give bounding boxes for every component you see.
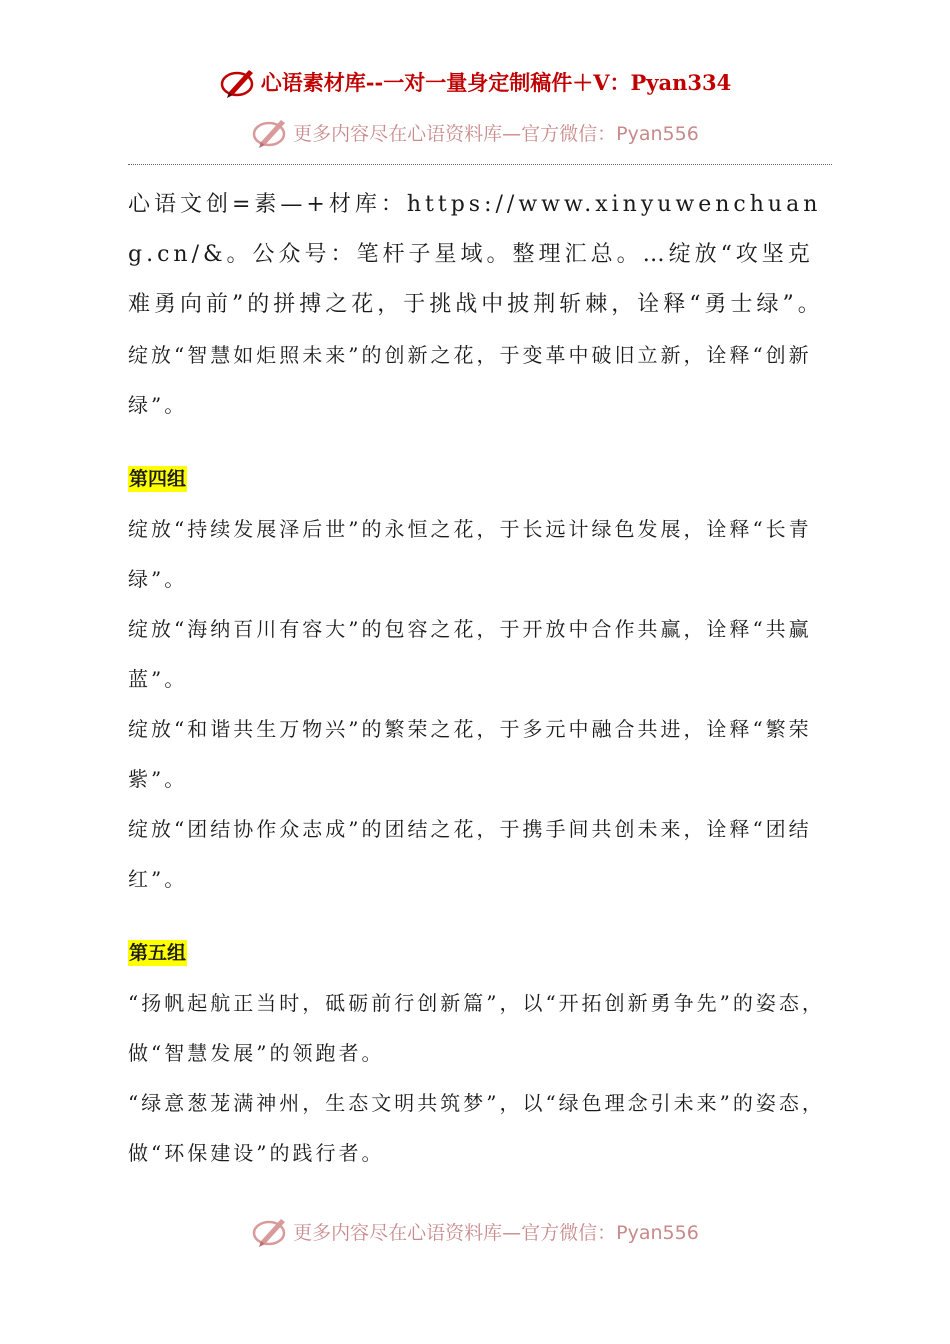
paragraph: “绿意葱茏满神州，生态文明共筑梦”，以“绿色理念引未来”的姿态，做“环保建设”的践行者。 — [128, 1091, 825, 1165]
pen-logo-icon — [251, 114, 291, 150]
header-title: 心语素材库--一对一量身定制稿件＋V：Pyan334 — [260, 70, 732, 95]
header-divider — [128, 164, 832, 165]
top-watermark — [0, 112, 950, 152]
paragraph: 绽放“智慧如炬照未来”的创新之花，于变革中破旧立新，诠释“创新绿”。 — [128, 343, 812, 417]
paragraph: “扬帆起航正当时，砥砺前行创新篇”，以“开拓创新勇争先”的姿态，做“智慧发展”的领跑者。 — [128, 991, 825, 1065]
document-body — [128, 180, 832, 1178]
paragraph: 绽放“团结协作众志成”的团结之花，于携手间共创未来，诠释“团结红”。 — [128, 817, 812, 891]
paragraph: 绽放“持续发展泽后世”的永恒之花，于长远计绿色发展，诠释“长青绿”。 — [128, 517, 812, 591]
group-heading: 第四组 — [129, 468, 187, 490]
page-header — [0, 62, 950, 102]
group-heading: 第五组 — [129, 942, 187, 964]
watermark-text: 更多内容尽在心语资料库—官方微信：Pyan556 — [293, 1221, 699, 1244]
paragraph: 心语文创=素—+材库：https://www.xinyuwenchuang.cn/&。公众号：笔杆子星域。整理汇总。…绽放“攻坚克难勇向前”的拼搏之花，于挑战中披荆斩棘，诠释“勇士绿”。 — [128, 192, 824, 317]
pen-logo-icon — [251, 1213, 291, 1249]
paragraph: 绽放“海纳百川有容大”的包容之花，于开放中合作共赢，诠释“共赢蓝”。 — [128, 617, 812, 691]
bottom-watermark — [0, 1211, 950, 1251]
paragraph: 绽放“和谐共生万物兴”的繁荣之花，于多元中融合共进，诠释“繁荣紫”。 — [128, 717, 812, 791]
watermark-text: 更多内容尽在心语资料库—官方微信：Pyan556 — [293, 122, 699, 145]
pen-logo-icon — [219, 64, 259, 100]
